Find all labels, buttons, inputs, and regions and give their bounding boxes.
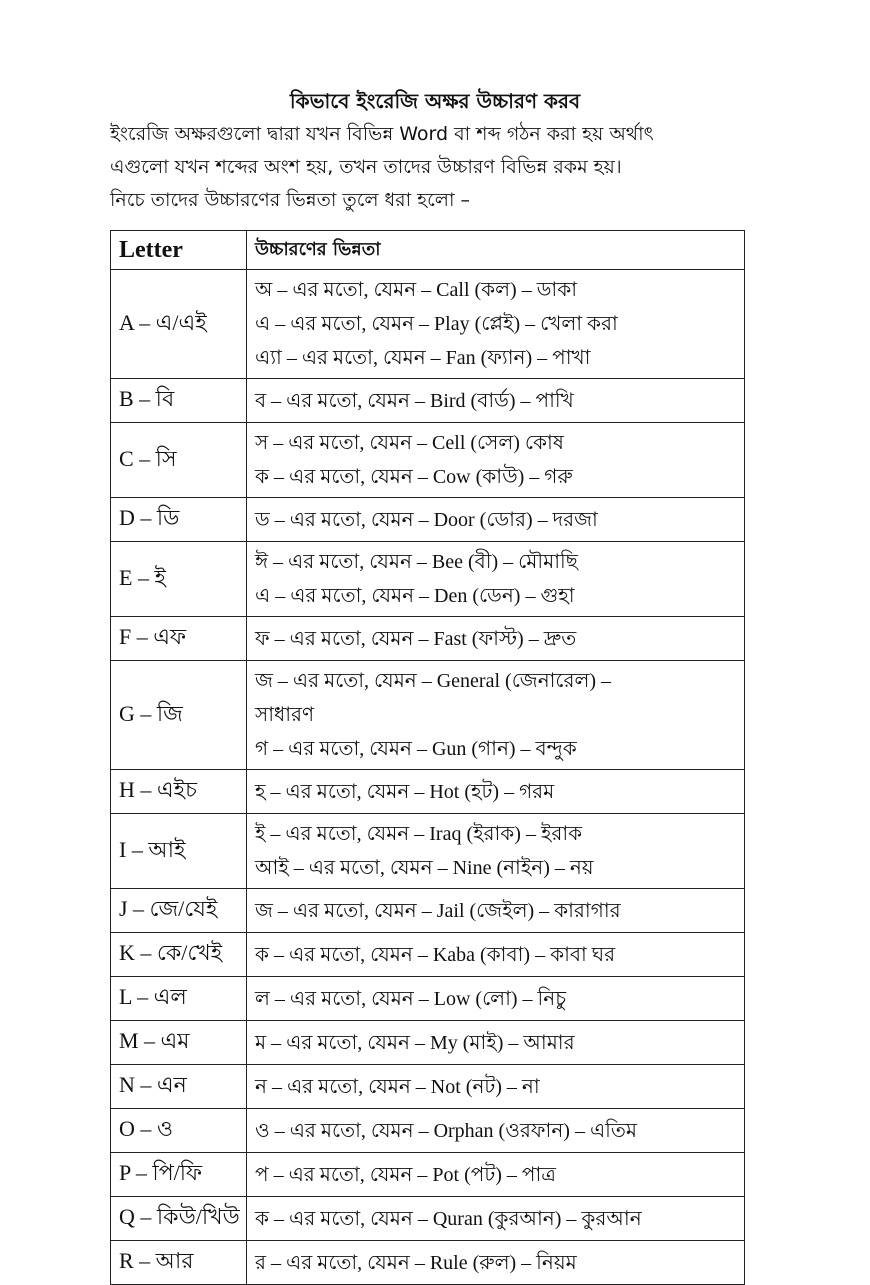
variation-cell	[247, 889, 745, 933]
variation-cell	[247, 1241, 745, 1285]
table-row	[111, 270, 745, 379]
example-line: ফ – এর মতো, যেমন – Fast (ফাস্ট) – দ্রুত	[255, 627, 577, 650]
variation-cell	[247, 1109, 745, 1153]
variation-cell	[247, 1021, 745, 1065]
letter-cell: O – ও	[111, 1109, 247, 1153]
variation-cell	[247, 814, 745, 889]
letter-cell: H – এইচ	[111, 770, 247, 814]
table-row	[111, 1021, 745, 1065]
table-row	[111, 423, 745, 498]
header-variation: উচ্চারণের ভিন্নতা	[247, 231, 745, 270]
table-row	[111, 661, 745, 770]
example-line: ঈ – এর মতো, যেমন – Bee (বী) – মৌমাছি	[255, 551, 578, 573]
example-line: জ – এর মতো, যেমন – Jail (জেইল) – কারাগার	[255, 899, 621, 922]
letter-cell: J – জে/যেই	[111, 889, 247, 933]
table-row	[111, 542, 745, 617]
letter-cell: K – কে/খেই	[111, 933, 247, 977]
letter-cell: N – এন	[111, 1065, 247, 1109]
table-row	[111, 814, 745, 889]
variation-cell	[247, 542, 745, 617]
table-row	[111, 379, 745, 423]
example-line: র – এর মতো, যেমন – Rule (রুল) – নিয়ম	[255, 1251, 577, 1274]
table-row	[111, 1241, 745, 1285]
table-header-row	[111, 231, 745, 270]
variation-cell	[247, 379, 745, 423]
variation-cell	[247, 423, 745, 498]
intro-paragraph	[110, 118, 760, 217]
example-line: ড – এর মতো, যেমন – Door (ডোর) – দরজা	[255, 508, 598, 531]
letter-cell: E – ই	[111, 542, 247, 617]
example-line: জ – এর মতো, যেমন – General (জেনারেল) –	[255, 670, 612, 692]
example-line: প – এর মতো, যেমন – Pot (পট) – পাত্র	[255, 1163, 556, 1186]
variation-cell	[247, 770, 745, 814]
example-line: ই – এর মতো, যেমন – Iraq (ইরাক) – ইরাক	[255, 823, 583, 845]
letter-cell: R – আর	[111, 1241, 247, 1285]
example-line: ম – এর মতো, যেমন – My (মাই) – আমার	[255, 1031, 575, 1054]
intro-line: ইংরেজি অক্ষরগুলো দ্বারা যখন বিভিন্ন Word বা শব্দ গঠন করা হয় অর্থাৎ	[110, 123, 654, 145]
example-line: গ – এর মতো, যেমন – Gun (গান) – বন্দুক	[255, 738, 577, 760]
letter-cell: A – এ/এই	[111, 270, 247, 379]
example-line: ক – এর মতো, যেমন – Cow (কাউ) – গরু	[255, 466, 573, 488]
intro-line: নিচে তাদের উচ্চারণের ভিন্নতা তুলে ধরা হলো –	[110, 189, 471, 211]
letter-cell: Q – কিউ/খিউ	[111, 1197, 247, 1241]
table-row	[111, 1109, 745, 1153]
letter-cell: M – এম	[111, 1021, 247, 1065]
example-line: স – এর মতো, যেমন – Cell (সেল) কোষ	[255, 432, 564, 454]
example-line: এ – এর মতো, যেমন – Play (প্লেই) – খেলা করা	[255, 313, 618, 335]
example-line: এ – এর মতো, যেমন – Den (ডেন) – গুহা	[255, 585, 575, 607]
table-row	[111, 617, 745, 661]
table-row	[111, 1065, 745, 1109]
table-row	[111, 933, 745, 977]
table-row	[111, 770, 745, 814]
pronunciation-table	[110, 230, 745, 1285]
example-line: আই – এর মতো, যেমন – Nine (নাইন) – নয়	[255, 857, 594, 879]
example-line: সাধারণ	[255, 704, 315, 726]
header-letter: Letter	[111, 231, 247, 270]
example-line: ল – এর মতো, যেমন – Low (লো) – নিচু	[255, 987, 566, 1010]
page-title: কিভাবে ইংরেজি অক্ষর উচ্চারণ করব	[289, 89, 581, 113]
variation-cell	[247, 977, 745, 1021]
example-line: ক – এর মতো, যেমন – Quran (কুরআন) – কুরআন	[255, 1207, 642, 1230]
example-line: ন – এর মতো, যেমন – Not (নট) – না	[255, 1075, 540, 1098]
table-row	[111, 498, 745, 542]
intro-line: এগুলো যখন শব্দের অংশ হয়, তখন তাদের উচ্চারণ বিভিন্ন রকম হয়।	[110, 156, 622, 178]
letter-cell: I – আই	[111, 814, 247, 889]
example-line: ব – এর মতো, যেমন – Bird (বার্ড) – পাখি	[255, 389, 574, 412]
variation-cell	[247, 617, 745, 661]
letter-cell: L – এল	[111, 977, 247, 1021]
example-line: ও – এর মতো, যেমন – Orphan (ওরফান) – এতিম	[255, 1119, 637, 1142]
letter-cell: D – ডি	[111, 498, 247, 542]
example-line: অ – এর মতো, যেমন – Call (কল) – ডাকা	[255, 279, 578, 301]
table-row	[111, 977, 745, 1021]
letter-cell: B – বি	[111, 379, 247, 423]
example-line: এ্যা – এর মতো, যেমন – Fan (ফ্যান) – পাখা	[255, 347, 591, 369]
variation-cell	[247, 933, 745, 977]
table-row	[111, 889, 745, 933]
variation-cell	[247, 661, 745, 770]
letter-cell: F – এফ	[111, 617, 247, 661]
variation-cell	[247, 270, 745, 379]
variation-cell	[247, 1153, 745, 1197]
letter-cell: G – জি	[111, 661, 247, 770]
variation-cell	[247, 1065, 745, 1109]
variation-cell	[247, 498, 745, 542]
letter-cell: P – পি/ফি	[111, 1153, 247, 1197]
example-line: হ – এর মতো, যেমন – Hot (হট) – গরম	[255, 780, 555, 803]
table-row	[111, 1153, 745, 1197]
letter-cell: C – সি	[111, 423, 247, 498]
example-line: ক – এর মতো, যেমন – Kaba (কাবা) – কাবা ঘর	[255, 943, 616, 966]
